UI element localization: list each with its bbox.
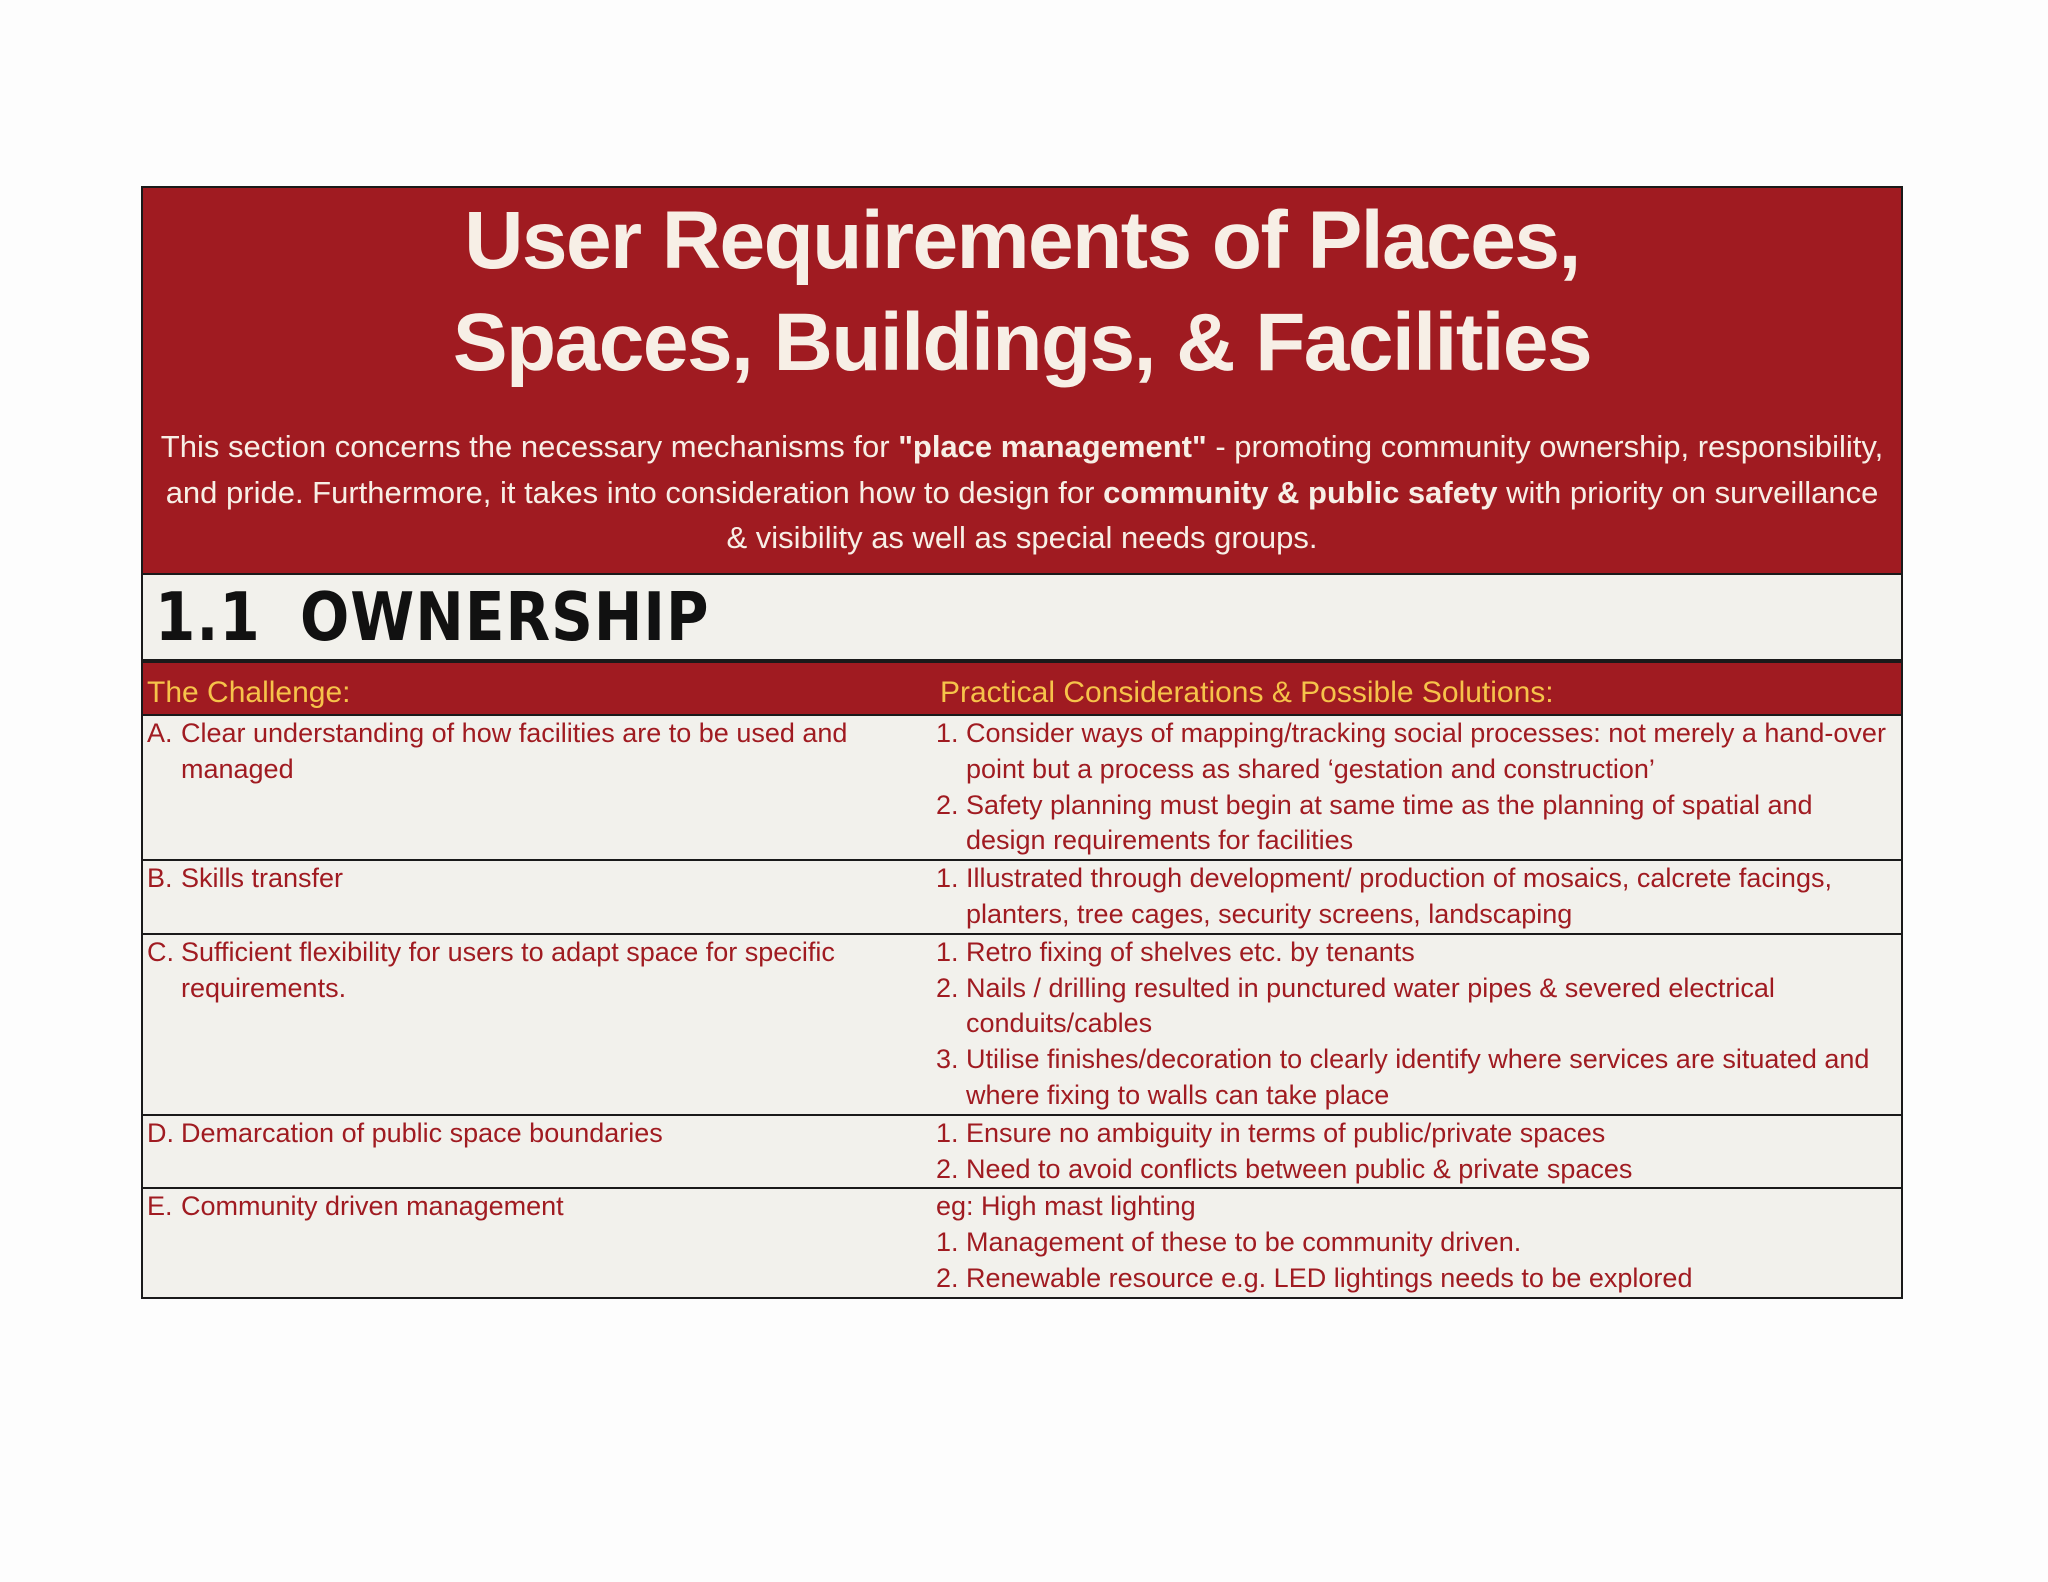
challenge-cell — [143, 716, 936, 859]
intro-paragraph — [147, 424, 1897, 561]
challenge-cell — [143, 935, 936, 1114]
challenge-text: Community driven management — [181, 1191, 564, 1222]
page-header — [143, 188, 1901, 575]
solution-number: 2. — [936, 972, 959, 1003]
intro-bold-text: community & public safety — [1103, 474, 1498, 510]
intro-bold-text: "place management" — [898, 429, 1207, 464]
challenge-item — [147, 1189, 936, 1225]
solutions-cell — [936, 716, 1901, 859]
table-row — [143, 861, 1901, 935]
table-row — [143, 1189, 1901, 1296]
solution-number: 1. — [936, 1117, 959, 1148]
challenge-cell — [143, 1189, 936, 1296]
solution-text: Retro fixing of shelves etc. by tenants — [966, 936, 1415, 967]
challenge-item — [147, 861, 936, 897]
solution-number: 2. — [936, 789, 959, 820]
challenge-cell — [143, 861, 936, 933]
challenge-cell — [143, 1116, 936, 1188]
challenge-label: A. — [147, 718, 173, 748]
solution-item — [936, 1261, 1891, 1297]
solution-item — [936, 935, 1891, 971]
solution-number: 1. — [936, 936, 959, 967]
intro-text: & visibility as well as special needs groups. — [726, 520, 1318, 555]
solution-number: 1. — [936, 718, 959, 748]
solution-item — [936, 861, 1891, 933]
challenge-item — [147, 935, 936, 1007]
solution-number: 2. — [936, 1153, 959, 1184]
section-name: OWNERSHIP — [300, 577, 710, 657]
solution-item — [936, 716, 1891, 788]
solutions-cell — [936, 935, 1901, 1114]
challenge-column-header: The Challenge: — [147, 676, 351, 709]
table-row — [143, 935, 1901, 1116]
solution-text: Safety planning must begin at same time as the planning of spatial and design requirements for facilities — [966, 789, 1813, 856]
challenge-label: C. — [147, 936, 174, 967]
solution-item — [936, 788, 1891, 860]
solution-number: 2. — [936, 1262, 959, 1293]
section-heading — [143, 575, 1901, 663]
solution-lead: eg: High mast lighting — [936, 1191, 1196, 1222]
solution-text: Nails / drilling resulted in punctured water pipes & severed electrical conduits/cables — [966, 972, 1775, 1039]
solution-item — [936, 971, 1891, 1043]
solution-text: Consider ways of mapping/tracking social processes: not merely a hand-over point but a process as shared ‘gestation and construction’ — [966, 718, 1886, 784]
challenge-item — [147, 1116, 936, 1152]
solutions-cell — [936, 1116, 1901, 1188]
challenge-item — [147, 716, 936, 788]
intro-text: with priority on surveillance — [1497, 474, 1879, 510]
intro-text: and pride. Furthermore, it takes into consideration how to design for — [165, 474, 1104, 510]
table-row — [143, 716, 1901, 861]
title-line-1: User Requirements of Places, — [464, 195, 1580, 286]
challenge-label: E. — [147, 1191, 173, 1222]
challenge-text: Clear understanding of how facilities are to be used and managed — [181, 718, 848, 784]
solution-number: 3. — [936, 1044, 959, 1075]
challenge-text: Skills transfer — [181, 863, 344, 894]
title-line-2: Spaces, Buildings, & Facilities — [452, 297, 1592, 388]
challenge-label: D. — [147, 1117, 174, 1148]
intro-text: - promoting community ownership, responsibility, — [1206, 429, 1884, 464]
solution-text: Illustrated through development/ production of mosaics, calcrete facings, planters, tree cages, security screens, landscaping — [966, 863, 1832, 929]
solutions-cell — [936, 1189, 1901, 1296]
challenge-text: Demarcation of public space boundaries — [181, 1117, 663, 1148]
intro-text: This section concerns the necessary mechanisms for — [160, 429, 899, 464]
challenge-text: Sufficient flexibility for users to adapt space for specific requirements. — [181, 936, 835, 1003]
solution-item — [936, 1042, 1891, 1114]
section-number: 1.1 — [155, 577, 261, 657]
solution-text: Utilise finishes/decoration to clearly identify where services are situated and where fixing to walls can take place — [966, 1044, 1870, 1110]
solution-item — [936, 1116, 1891, 1152]
solution-item — [936, 1152, 1891, 1188]
challenge-label: B. — [147, 863, 173, 894]
solution-item — [936, 1225, 1891, 1261]
solution-text: Renewable resource e.g. LED lightings needs to be explored — [966, 1262, 1693, 1293]
solutions-column-header: Practical Considerations & Possible Solutions: — [940, 676, 1554, 709]
solution-number: 1. — [936, 1227, 959, 1258]
solution-text: Ensure no ambiguity in terms of public/private spaces — [966, 1117, 1606, 1148]
solution-number: 1. — [936, 863, 959, 894]
table-header — [143, 663, 1901, 716]
solutions-cell — [936, 861, 1901, 933]
table-body — [143, 716, 1901, 1297]
requirements-panel — [141, 186, 1903, 1299]
table-row — [143, 1116, 1901, 1190]
solution-text: Management of these to be community driven. — [966, 1227, 1522, 1258]
page-title — [143, 190, 1901, 394]
solution-text: Need to avoid conflicts between public & private spaces — [966, 1153, 1633, 1184]
